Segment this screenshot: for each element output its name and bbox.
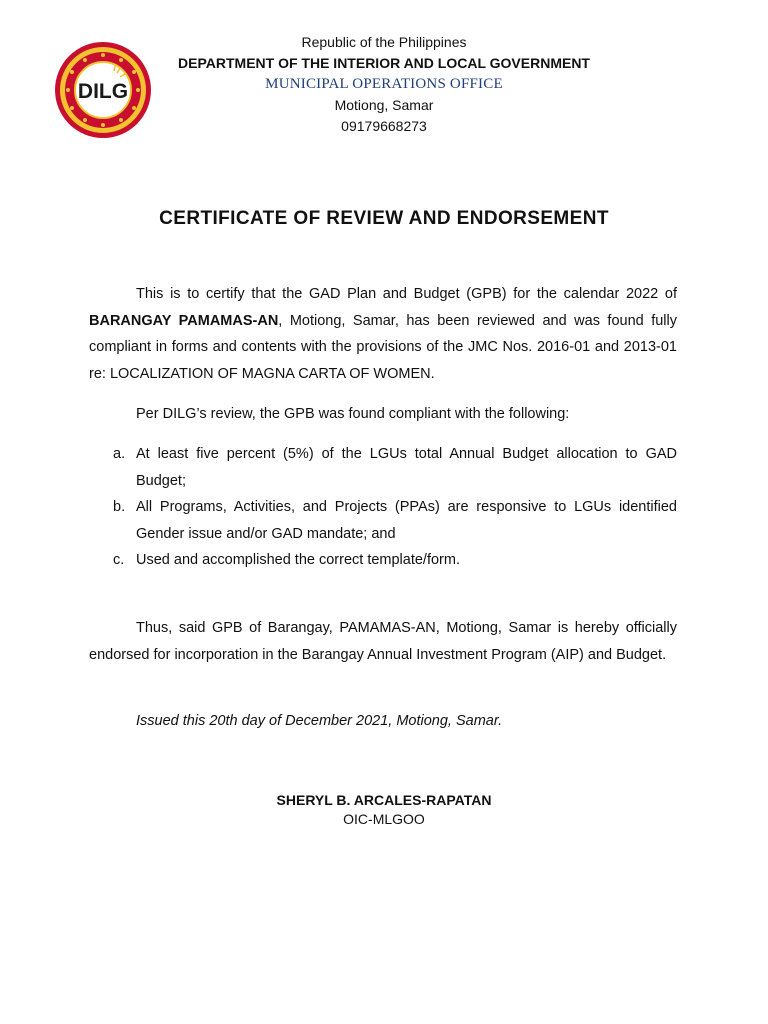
department-name: DEPARTMENT OF THE INTERIOR AND LOCAL GOVERNMENT xyxy=(178,55,590,71)
office-location: Motiong, Samar xyxy=(334,97,434,113)
office-name: MUNICIPAL OPERATIONS OFFICE xyxy=(265,76,503,92)
list-item xyxy=(89,547,677,574)
para1-intro: This is to certify that the GAD Plan and Budget (GPB) for the calendar 2022 of xyxy=(136,286,677,302)
office-phone: 09179668273 xyxy=(341,118,427,134)
endorsement-paragraph: Thus, said GPB of Barangay, PAMAMAS-AN, Motiong, Samar is hereby officially endorsed for incorporation in the Barangay Annual Investment Program (AIP) and Budget. xyxy=(89,620,677,663)
compliance-intro: Per DILG’s review, the GPB was found compliant with the following: xyxy=(136,406,570,422)
compliance-list xyxy=(89,441,677,574)
certification-paragraph xyxy=(89,281,677,387)
signatory-position: OIC-MLGOO xyxy=(343,811,425,827)
document-title: CERTIFICATE OF REVIEW AND ENDORSEMENT xyxy=(159,208,609,229)
list-item xyxy=(89,441,677,494)
list-marker: b. xyxy=(113,499,126,515)
list-item-text: All Programs, Activities, and Projects (PPAs) are responsive to LGUs identified Gender issue and/or GAD mandate; and xyxy=(136,499,677,542)
barangay-name: BARANGAY PAMAMAS-AN xyxy=(89,312,279,329)
list-item-text: Used and accomplished the correct template/form. xyxy=(136,552,460,568)
letterhead xyxy=(150,32,618,137)
list-marker: c. xyxy=(113,552,125,568)
para1-rest: , Motiong, Samar, has been reviewed and was found fully compliant in forms and contents with the provisions of the JMC Nos. 2016-01 and 2013-01 re: LOCALIZATION OF MAGNA CARTA OF WOMEN. xyxy=(89,312,677,382)
issued-line: Issued this 20th day of December 2021, Motiong, Samar. xyxy=(136,713,503,729)
signatory-name: SHERYL B. ARCALES-RAPATAN xyxy=(276,792,492,808)
list-marker: a. xyxy=(113,446,126,462)
list-item xyxy=(89,494,677,547)
logo-text: DILG xyxy=(77,80,129,103)
republic-line: Republic of the Philippines xyxy=(301,34,467,50)
signature-block xyxy=(0,790,768,828)
dilg-seal-icon xyxy=(54,41,152,139)
list-item-text: At least five percent (5%) of the LGUs total Annual Budget allocation to GAD Budget; xyxy=(136,446,677,489)
